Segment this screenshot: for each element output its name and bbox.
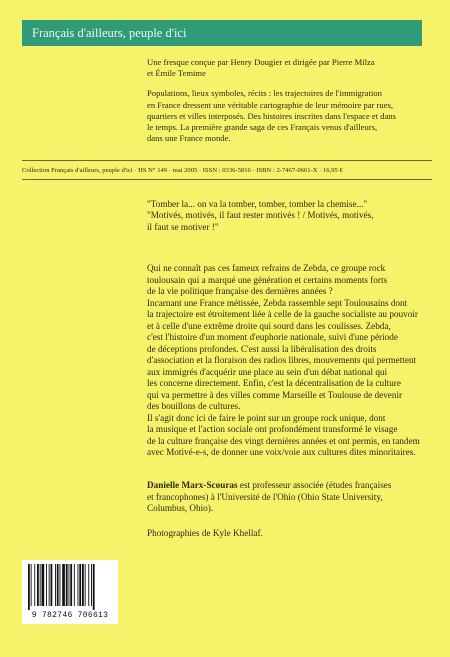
barcode-bar — [79, 564, 81, 606]
bio-line-1 — [147, 480, 437, 492]
body-line: de la culture française des vingt dernières années et ont permis, en tandem — [147, 435, 420, 446]
series-intro — [147, 57, 437, 153]
barcode-bar — [91, 564, 92, 606]
barcode-bar — [34, 564, 35, 606]
body-line: qui va permettre à des villes comme Marseille et Toulouse de devenir — [147, 389, 403, 400]
barcode-bar — [40, 564, 41, 606]
barcode-bar — [70, 564, 72, 606]
quote-line: "Tomber la... on va la tomber, tomber, tomber la chemise..." — [147, 199, 368, 209]
body-line: c'est l'histoire d'un moment d'euphorie nationale, suivi d'une période — [147, 332, 398, 342]
barcode-bar — [93, 564, 95, 610]
barcode-number: 9 782746 706613 — [31, 611, 109, 620]
barcode-bar — [60, 564, 61, 606]
body-line: Il s'agit donc ici de faire le point sur un groupe rock unique, dont — [147, 412, 386, 423]
body-line: des bouillons de cultures. — [147, 401, 241, 411]
quote-line: il faut se motiver !" — [147, 221, 219, 232]
barcode-bar — [82, 564, 84, 606]
barcode-bar — [66, 564, 68, 606]
body-line: la musique et l'action sociale ont profondément transformé le visage — [147, 424, 398, 434]
barcode-bar — [49, 564, 50, 606]
top-divider — [22, 160, 432, 161]
body-line: Incarnant une France métissée, Zebda rassemble sept Toulousains dont — [147, 297, 408, 308]
photo-credit: Photographies de Kyle Khellaf. — [147, 528, 263, 538]
body-line: d'association et la floraison des radios libres, mouvements qui permettent — [147, 355, 417, 365]
barcode-bar — [28, 564, 30, 610]
description-line: le temps. La première grande saga de ces Français venus d'ailleurs, — [147, 122, 378, 133]
barcode-bar — [62, 564, 65, 606]
body-line: avec Motivé-e-s, de donner une voix/voie aux cultures dites minoritaires. — [147, 447, 416, 457]
collection-info: Collection Français d'ailleurs, peuple d'ici · HS N° 149 · mai 2005 · ISSN : 0336-5816 · ISBN : 2-7467-0661-X · 16,95 € — [22, 167, 343, 174]
author-bio — [147, 480, 437, 515]
body-line: la trajectoire est étroitement liée à celle de la gauche socialiste au pouvoir — [147, 309, 418, 319]
barcode-bar — [69, 564, 70, 606]
credits-line-2: et Émile Temime — [147, 68, 206, 79]
bio-line-3: Columbus, Ohio). — [147, 503, 214, 513]
barcode-bar — [51, 564, 53, 606]
barcode — [22, 560, 118, 624]
description-line: quartiers et villes interposés. Des histoires inscrites dans l'espace et dans — [147, 110, 397, 121]
series-credits — [147, 57, 437, 79]
bottom-divider — [22, 179, 432, 180]
barcode-bar — [85, 564, 86, 606]
author-name: Danielle Marx-Scouras — [147, 480, 238, 490]
barcode-bar — [46, 564, 47, 606]
bio-text: est professeur associée (études françaises — [237, 480, 392, 490]
barcode-bar — [88, 564, 89, 606]
barcode-bar — [57, 564, 59, 606]
series-title-banner — [22, 20, 422, 46]
body-line: de déceptions profondes. C'est aussi la libéralisation des droits — [147, 343, 377, 354]
series-title: Français d'ailleurs, peuple d'ici — [32, 26, 187, 40]
credits-line-1: Une fresque conçue par Henry Dougier et dirigée par Pierre Milza — [147, 57, 375, 67]
body-line: et à celle d'une extrême droite qui sourd dans les coulisses. Zebda, — [147, 320, 391, 331]
barcode-bar — [55, 564, 56, 606]
body-line: les concerne directement. Enfin, c'est la décentralisation de la culture — [147, 378, 401, 388]
back-cover-text — [147, 263, 437, 459]
barcode-bars — [28, 564, 112, 610]
body-line: Qui ne connaît pas ces fameux refrains de Zebda, ce groupe rock — [147, 263, 386, 273]
quote-line: "Motivés, motivés, il faut rester motivés ! / Motivés, motivés, — [147, 210, 374, 221]
body-line: de la vie politique française des dernières années ? — [147, 286, 333, 296]
barcode-bar — [78, 564, 79, 606]
barcode-bar — [74, 564, 75, 606]
song-quote — [147, 199, 417, 233]
barcode-bar — [37, 564, 39, 606]
bio-line-2: et francophones) à l'Université de l'Ohio (Ohio State University, — [147, 491, 383, 502]
description-line: dans une France monde. — [147, 133, 231, 144]
series-description — [147, 88, 437, 144]
body-line: aux immigrés d'acquérir une place au sein d'un débat national qui — [147, 366, 388, 377]
body-line: toulousain qui a marqué une génération et certains moments forts — [147, 274, 388, 285]
description-line: en France dressent une véritable cartographie de leur mémoire par rues, — [147, 99, 394, 110]
barcode-bar — [42, 564, 45, 606]
description-line: Populations, lieux symboles, récits : les trajectoires de l'immigration — [147, 88, 382, 99]
barcode-bar — [31, 564, 32, 606]
